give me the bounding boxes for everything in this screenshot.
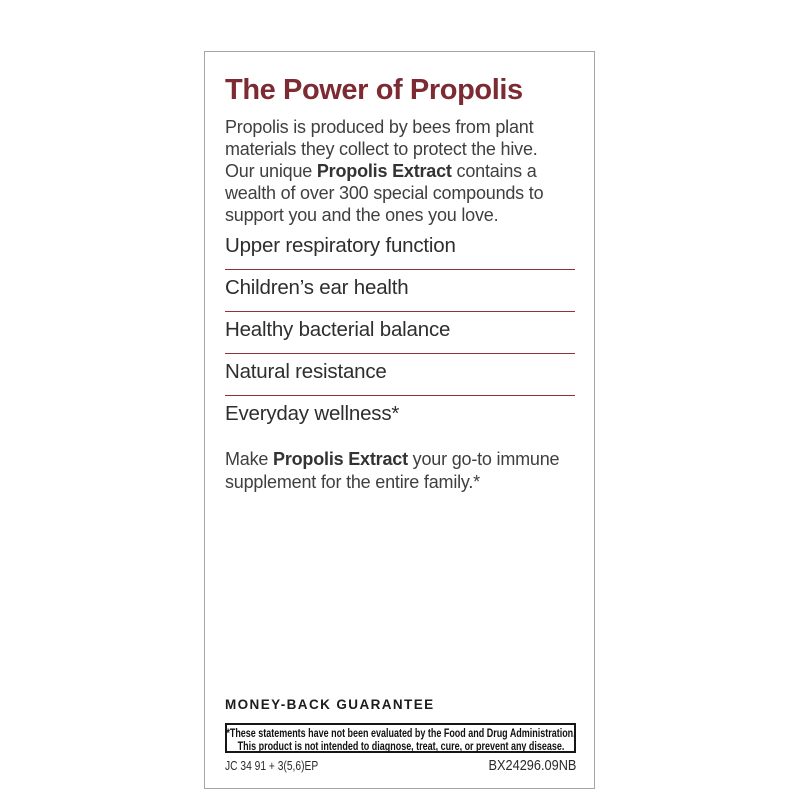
product-name-bold: Propolis Extract bbox=[273, 449, 408, 469]
intro-line-segment: Our unique bbox=[225, 161, 317, 181]
benefit-item: Everyday wellness* bbox=[225, 402, 400, 425]
fda-disclaimer-box bbox=[225, 723, 576, 753]
benefit-item: Upper respiratory function bbox=[225, 232, 575, 270]
closing-paragraph bbox=[225, 448, 559, 493]
benefit-item: Natural resistance bbox=[225, 358, 575, 396]
panel-title: The Power of Propolis bbox=[225, 74, 523, 106]
intro-line: Propolis is produced by bees from plant bbox=[225, 117, 534, 137]
closing-line bbox=[225, 448, 559, 471]
print-code-left: JC 34 91 + 3(5,6)EP bbox=[225, 759, 319, 773]
disclaimer-line: *These statements have not been evaluated by the Food and Drug Administration. bbox=[225, 726, 576, 740]
print-codes-row bbox=[225, 757, 576, 775]
benefit-item: Healthy bacterial balance bbox=[225, 316, 575, 354]
disclaimer-line: This product is not intended to diagnose, treat, cure, or prevent any disease. bbox=[237, 738, 564, 753]
benefits-list bbox=[225, 232, 575, 427]
product-name-bold: Propolis Extract bbox=[316, 161, 452, 181]
closing-line-segment: your go-to immune bbox=[407, 449, 560, 469]
intro-paragraph bbox=[225, 116, 543, 226]
intro-line: support you and the ones you love. bbox=[225, 205, 499, 225]
intro-line: materials they collect to protect the hive. bbox=[225, 139, 538, 159]
money-back-guarantee-heading: MONEY-BACK GUARANTEE bbox=[225, 697, 435, 712]
product-label-panel bbox=[204, 51, 595, 789]
benefit-item: Children’s ear health bbox=[225, 274, 575, 312]
closing-line: supplement for the entire family.* bbox=[225, 471, 480, 492]
intro-line bbox=[225, 160, 543, 182]
batch-code-right: BX24296.09NB bbox=[488, 757, 576, 774]
intro-line: wealth of over 300 special compounds to bbox=[225, 183, 544, 203]
intro-line-segment: contains a bbox=[451, 161, 537, 181]
closing-line-segment: Make bbox=[225, 449, 274, 469]
